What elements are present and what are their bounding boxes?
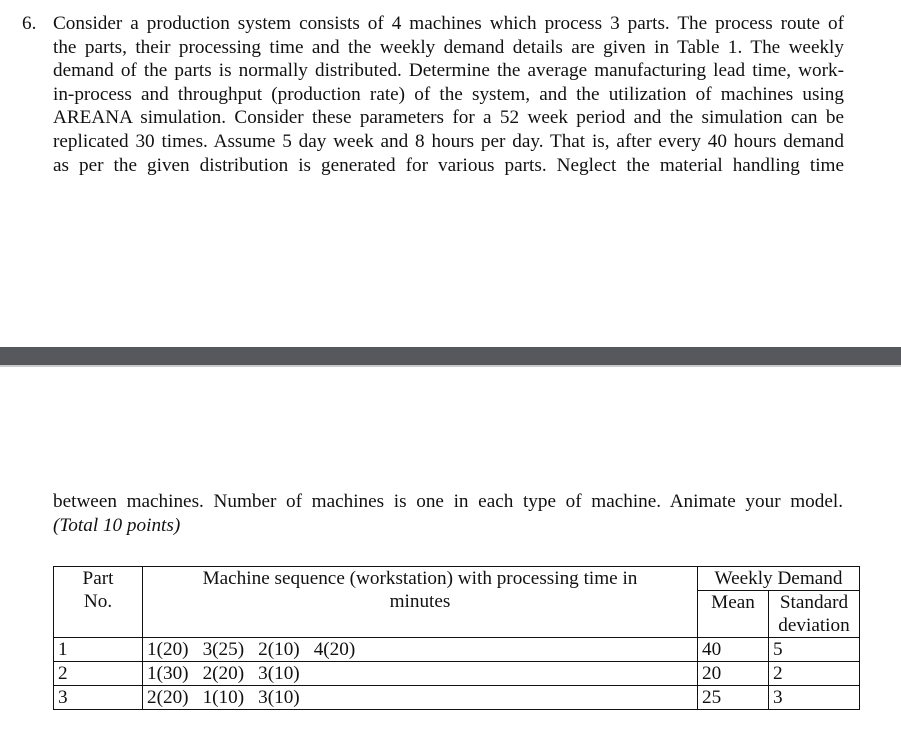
sequence-step: 3(10) [258, 687, 300, 708]
page-divider-shadow [0, 365, 901, 367]
header-sequence-line2: minutes [389, 591, 451, 612]
question-line: AREANA simulation. Consider these parameters for a 52 week period and the simulation can be [53, 107, 844, 129]
sequence-step: 3(25) [202, 639, 245, 660]
table-row [54, 686, 860, 710]
cell-mean: 20 [698, 662, 769, 686]
header-mean: Mean [698, 591, 769, 638]
question-line: as per the given distribution is generated for various parts. Neglect the material handling time [53, 154, 844, 176]
continuation-line: between machines. Number of machines is one in each type of machine. Animate your model. [53, 491, 843, 512]
process-route-table [53, 566, 860, 710]
sequence-step: 1(10) [202, 687, 245, 708]
cell-part: 3 [54, 686, 143, 710]
cell-part: 1 [54, 638, 143, 662]
cell-mean: 25 [698, 686, 769, 710]
cell-std: 5 [769, 638, 860, 662]
question-line: replicated 30 times. Assume 5 day week and 8 hours per day. That is, after every 40 hours demand [53, 131, 844, 152]
table-row [54, 662, 860, 686]
header-standard-deviation [769, 591, 860, 638]
sequence-step: 2(10) [258, 639, 300, 660]
header-sequence-line1: Machine sequence (workstation) with processing time in [202, 568, 638, 589]
sequence-step: 2(20) [202, 663, 245, 684]
header-part-no [54, 567, 143, 638]
question-continuation [53, 490, 843, 538]
sequence-step: 4(20) [313, 639, 356, 660]
total-points: (Total 10 points) [53, 515, 181, 536]
header-part-line1: Part [82, 568, 114, 589]
cell-part: 2 [54, 662, 143, 686]
table-row [54, 638, 860, 662]
cell-std: 3 [769, 686, 860, 710]
header-part-line2: No. [83, 591, 113, 612]
sequence-step: 2(20) [147, 687, 189, 708]
header-weekly-demand: Weekly Demand [698, 567, 860, 591]
question-number: 6. [22, 13, 37, 34]
question-line: in-process and throughput (production rate) of the system, and the utilization of machines using [53, 83, 844, 105]
page-divider [0, 347, 901, 365]
cell-sequence [143, 662, 698, 686]
cell-sequence [143, 686, 698, 710]
header-machine-sequence [143, 567, 698, 638]
cell-std: 2 [769, 662, 860, 686]
question-line: the parts, their processing time and the weekly demand details are given in Table 1. The weekly [53, 36, 844, 58]
header-std-line2: deviation [778, 615, 850, 636]
sequence-step: 1(20) [147, 639, 189, 660]
question-line: Consider a production system consists of 4 machines which process 3 parts. The process route of [53, 13, 844, 34]
question-line: demand of the parts is normally distributed. Determine the average manufacturing lead time, work- [53, 60, 844, 82]
cell-sequence [143, 638, 698, 662]
sequence-step: 1(30) [147, 663, 189, 684]
cell-mean: 40 [698, 638, 769, 662]
header-std-line1: Standard [779, 592, 849, 613]
sequence-step: 3(10) [258, 663, 300, 684]
